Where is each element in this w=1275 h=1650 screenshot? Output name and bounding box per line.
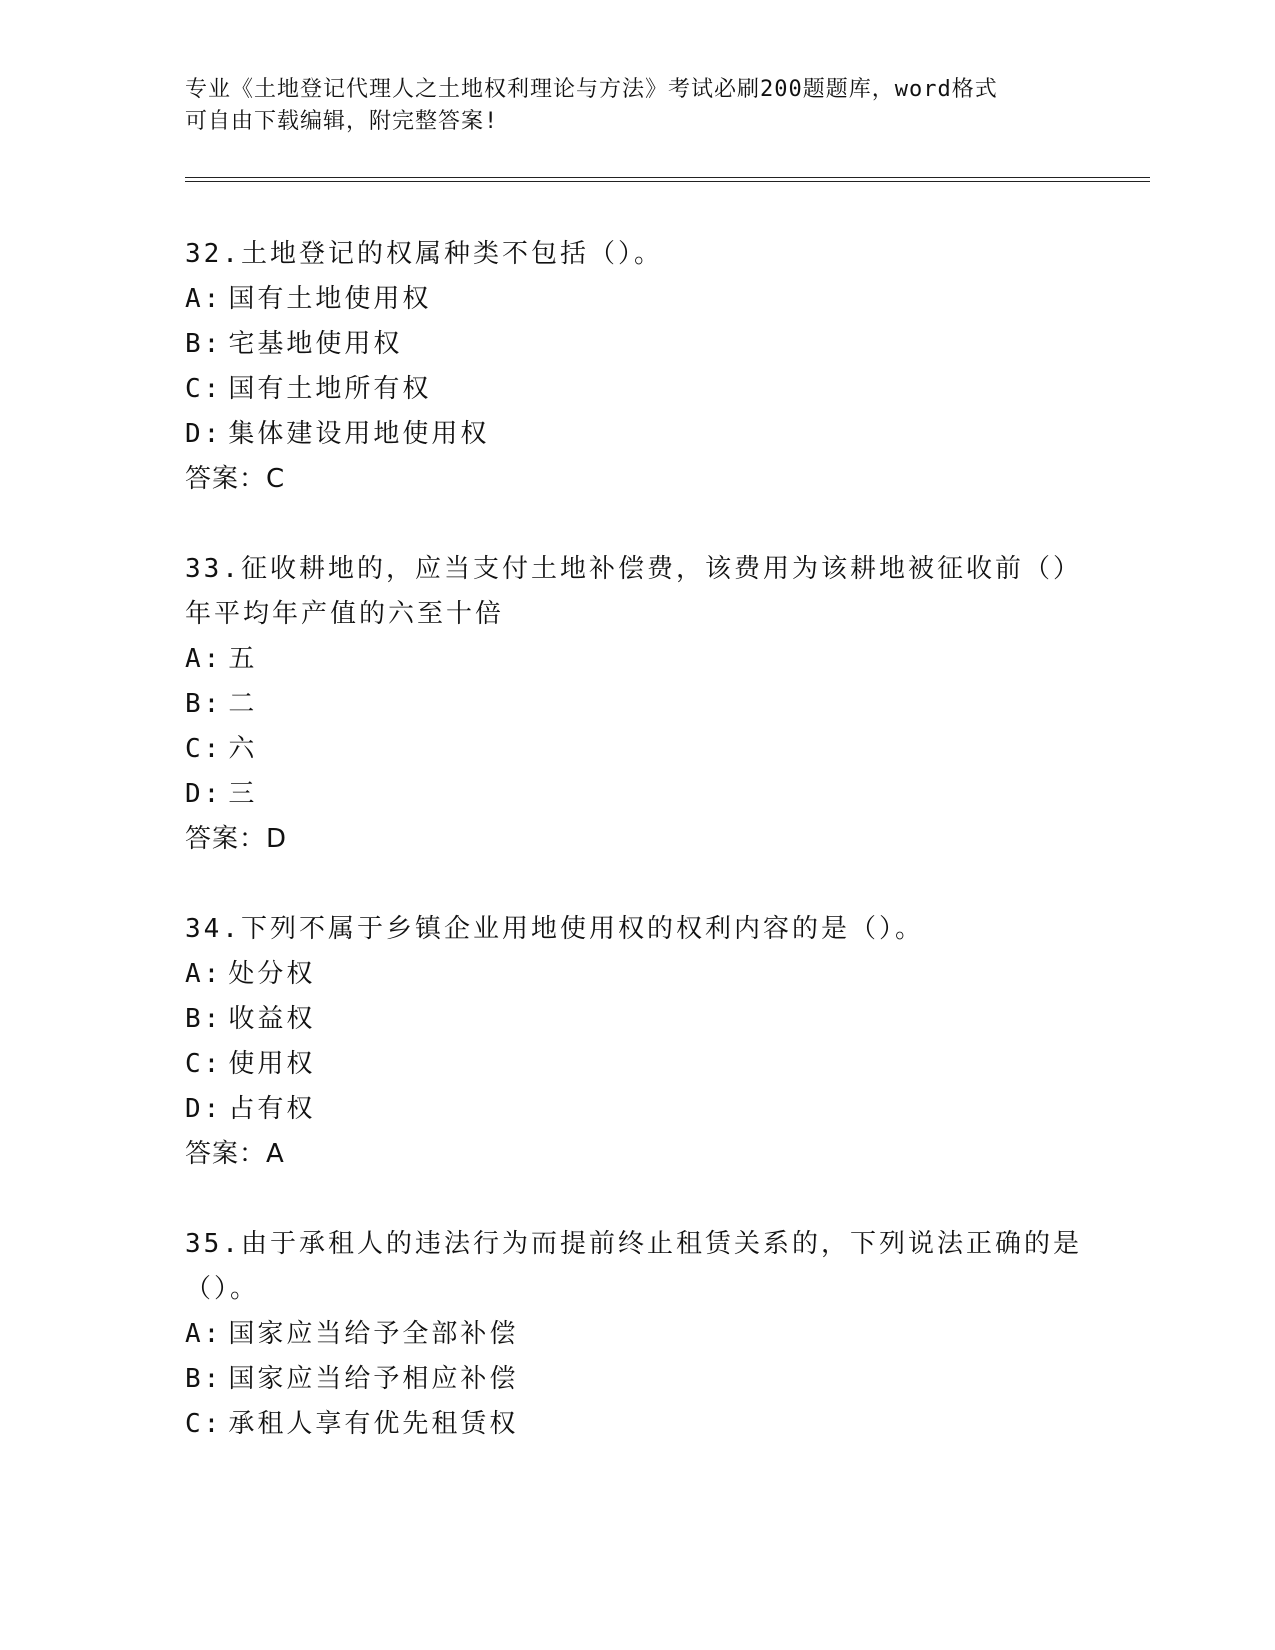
header-title-line-2: 可自由下载编辑，附完整答案! <box>185 109 499 134</box>
question-stem: 34.下列不属于乡镇企业用地使用权的权利内容的是（）。 <box>185 914 924 944</box>
option-row <box>185 322 1085 367</box>
option-text: 二 <box>228 689 258 719</box>
option-letter: C: <box>185 374 223 404</box>
option-letter: D: <box>185 419 223 449</box>
question-block <box>185 232 1085 502</box>
option-letter: B: <box>185 329 223 359</box>
header-divider <box>185 177 1150 182</box>
option-row <box>185 952 1085 997</box>
answer-line: 答案：D <box>185 824 288 854</box>
question-stem: 33.征收耕地的，应当支付土地补偿费，该费用为该耕地被征收前（） <box>185 554 1082 584</box>
option-row <box>185 412 1085 457</box>
question-block <box>185 907 1085 1177</box>
document-header <box>185 74 1065 138</box>
option-letter: D: <box>185 779 223 809</box>
option-letter: D: <box>185 1094 223 1124</box>
option-row <box>185 682 1085 727</box>
option-letter: C: <box>185 734 223 764</box>
option-text: 国有土地所有权 <box>228 374 432 404</box>
option-text: 宅基地使用权 <box>228 329 403 359</box>
option-letter: A: <box>185 644 223 674</box>
option-letter: C: <box>185 1409 223 1439</box>
option-letter: B: <box>185 1364 223 1394</box>
option-row <box>185 1357 1085 1402</box>
question-stem: 35.由于承租人的违法行为而提前终止租赁关系的，下列说法正确的是 <box>185 1229 1082 1259</box>
option-letter: A: <box>185 959 223 989</box>
option-text: 使用权 <box>228 1049 316 1079</box>
answer-line: 答案：A <box>185 1139 285 1169</box>
option-text: 六 <box>228 734 258 764</box>
option-row <box>185 1402 1085 1447</box>
option-text: 三 <box>228 779 258 809</box>
question-stem: （）。 <box>185 1274 260 1304</box>
question-block <box>185 1222 1085 1447</box>
question-list <box>185 232 1085 1492</box>
option-row <box>185 772 1085 817</box>
option-text: 处分权 <box>228 959 316 989</box>
header-title-line-1: 专业《土地登记代理人之土地权利理论与方法》考试必刷200题题库，word格式 <box>185 77 998 102</box>
question-stem: 年平均年产值的六至十倍 <box>185 599 505 629</box>
option-text: 承租人享有优先租赁权 <box>228 1409 519 1439</box>
option-text: 五 <box>228 644 258 674</box>
option-text: 收益权 <box>228 1004 316 1034</box>
question-block <box>185 547 1085 862</box>
option-letter: A: <box>185 1319 223 1349</box>
option-letter: B: <box>185 1004 223 1034</box>
option-row <box>185 367 1085 412</box>
answer-line: 答案：C <box>185 464 286 494</box>
option-text: 占有权 <box>228 1094 316 1124</box>
option-row <box>185 997 1085 1042</box>
option-letter: A: <box>185 284 223 314</box>
option-row <box>185 1042 1085 1087</box>
option-row <box>185 1312 1085 1357</box>
option-text: 国家应当给予相应补偿 <box>228 1364 519 1394</box>
option-row <box>185 277 1085 322</box>
option-row <box>185 1087 1085 1132</box>
option-row <box>185 727 1085 772</box>
question-stem: 32.土地登记的权属种类不包括（）。 <box>185 239 663 269</box>
option-text: 国有土地使用权 <box>228 284 432 314</box>
option-letter: C: <box>185 1049 223 1079</box>
option-text: 集体建设用地使用权 <box>228 419 490 449</box>
option-letter: B: <box>185 689 223 719</box>
option-text: 国家应当给予全部补偿 <box>228 1319 519 1349</box>
option-row <box>185 637 1085 682</box>
